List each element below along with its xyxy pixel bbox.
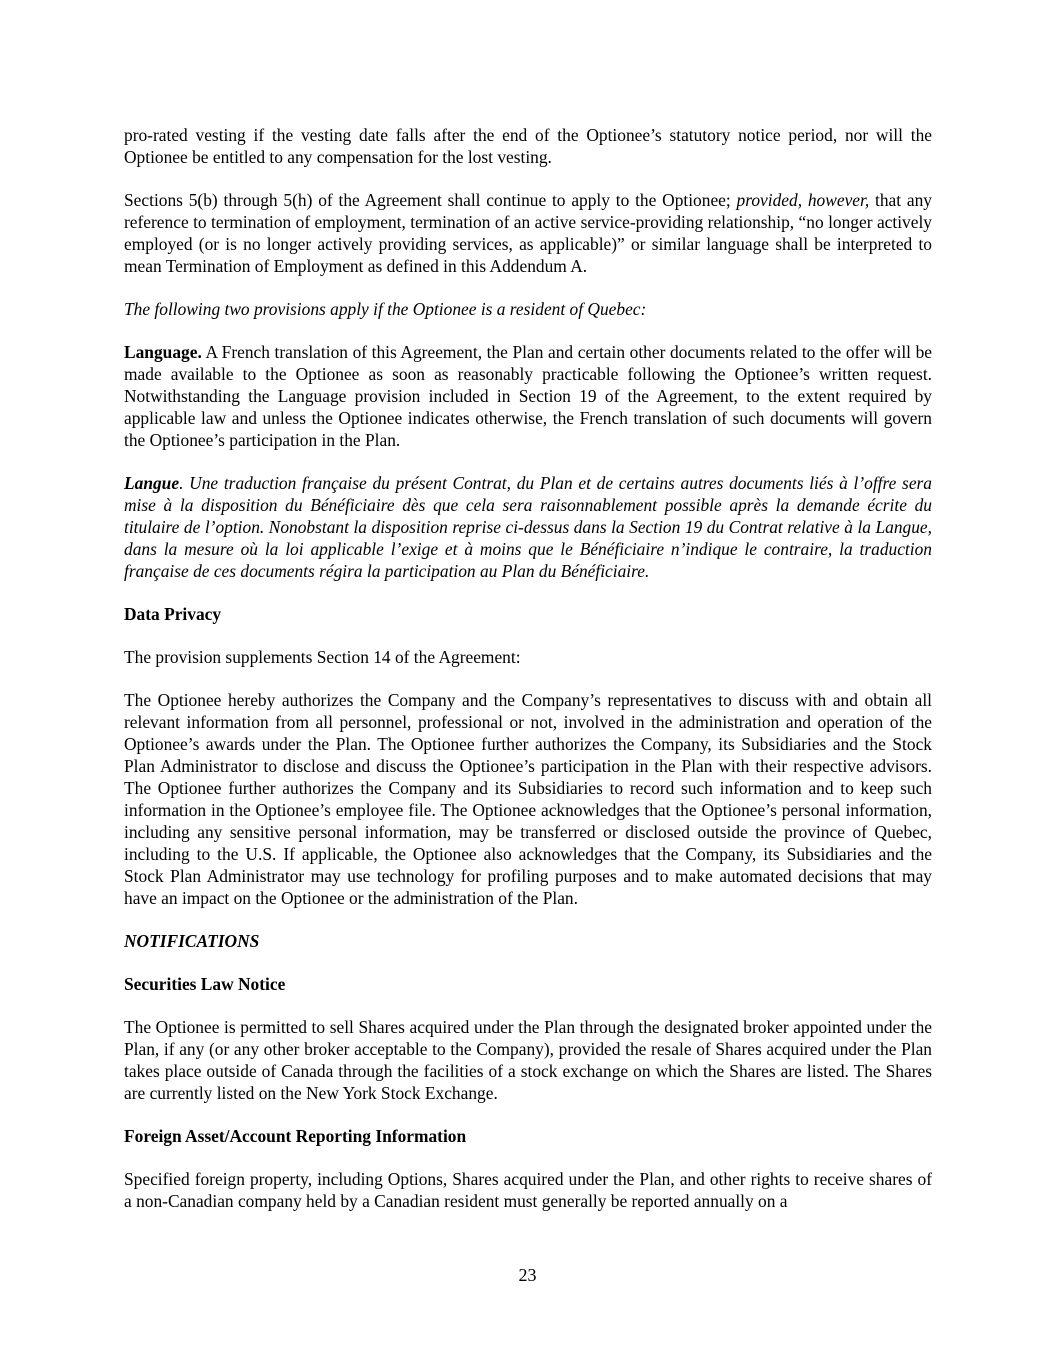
sections-text-c: that any reference to termination of employment, termination of an active service-providing relationship, “no longer actively employed (or is no longer actively providing services, as applicable)” or similar language shall be interpreted to mean Termination of Employment as defined in this Addendum A. <box>124 190 933 276</box>
notifications-heading: NOTIFICATIONS <box>124 931 260 951</box>
foreign-heading: Foreign Asset/Account Reporting Information <box>124 1126 467 1146</box>
sections-text-a: Sections 5(b) through 5(h) of the Agreement shall continue to apply to the Optionee; <box>124 190 737 210</box>
paragraph-vesting: pro-rated vesting if the vesting date falls after the end of the Optionee’s statutory notice period, nor will the Optionee be entitled to any compensation for the lost vesting. <box>124 125 932 167</box>
paragraph-sections <box>124 189 932 277</box>
paragraph-privacy: The Optionee hereby authorizes the Company and the Company’s representatives to discuss with and obtain all relevant information from all personnel, professional or not, involved in the administration and operation of the Optionee’s awards under the Plan. The Optionee further authorizes the Company, its Subsidiaries and the Stock Plan Administrator to disclose and discuss the Optionee’s participation in the Plan with their respective advisors. The Optionee further authorizes the Company and its Subsidiaries to record such information and to keep such information in the Optionee’s employee file. The Optionee acknowledges that the Optionee’s personal information, including any sensitive personal information, may be transferred or disclosed outside the province of Quebec, including to the U.S. If applicable, the Optionee also acknowledges that the Company, its Subsidiaries and the Stock Plan Administrator may use technology for profiling purposes and to make automated decisions that may have an impact on the Optionee or the administration of the Plan. <box>124 690 932 908</box>
securities-heading: Securities Law Notice <box>124 974 286 994</box>
document-page <box>124 124 932 1233</box>
supplement-text: The provision supplements Section 14 of the Agreement: <box>124 647 521 667</box>
language-title: Language. <box>124 342 202 362</box>
provided-however: provided, however, <box>736 190 870 210</box>
paragraph-securities: The Optionee is permitted to sell Shares acquired under the Plan through the designated broker appointed under the Plan, if any (or any other broker acceptable to the Company), provided the resale of Shares acquired under the Plan takes place outside of Canada through the facilities of a stock exchange on which the Shares are listed. The Shares are currently listed on the New York Stock Exchange. <box>124 1017 932 1103</box>
langue-title: Langue <box>124 473 180 493</box>
language-body: A French translation of this Agreement, the Plan and certain other documents related to the offer will be made available to the Optionee as soon as reasonably practicable following the Optionee’s written request. Notwithstanding the Language provision included in Section 19 of the Agreement, to the extent required by applicable law and unless the Optionee indicates otherwise, the French translation of such documents will govern the Optionee’s participation in the Plan. <box>124 342 932 450</box>
paragraph-language <box>124 341 932 451</box>
langue-body: . Une traduction française du présent Contrat, du Plan et de certains autres documents liés à l’offre sera mise à la disposition du Bénéficiaire dès que cela sera raisonnablement possible après la demande écrite du titulaire de l’option. Nonobstant la disposition reprise ci-dessus dans la Section 19 du Contrat relative à la Langue, dans la mesure où la loi applicable l’exige et à moins que le Bénéficiaire n’indique le contraire, la traduction française de ces documents régira la participation au Plan du Bénéficiaire. <box>124 473 932 581</box>
quebec-intro: The following two provisions apply if the Optionee is a resident of Quebec: <box>124 299 647 319</box>
data-privacy-heading: Data Privacy <box>124 604 222 624</box>
page-number: 23 <box>518 1265 537 1285</box>
paragraph-langue <box>124 472 932 582</box>
paragraph-foreign: Specified foreign property, including Options, Shares acquired under the Plan, and other rights to receive shares of a non-Canadian company held by a Canadian resident must generally be reported annually on a <box>124 1169 932 1211</box>
